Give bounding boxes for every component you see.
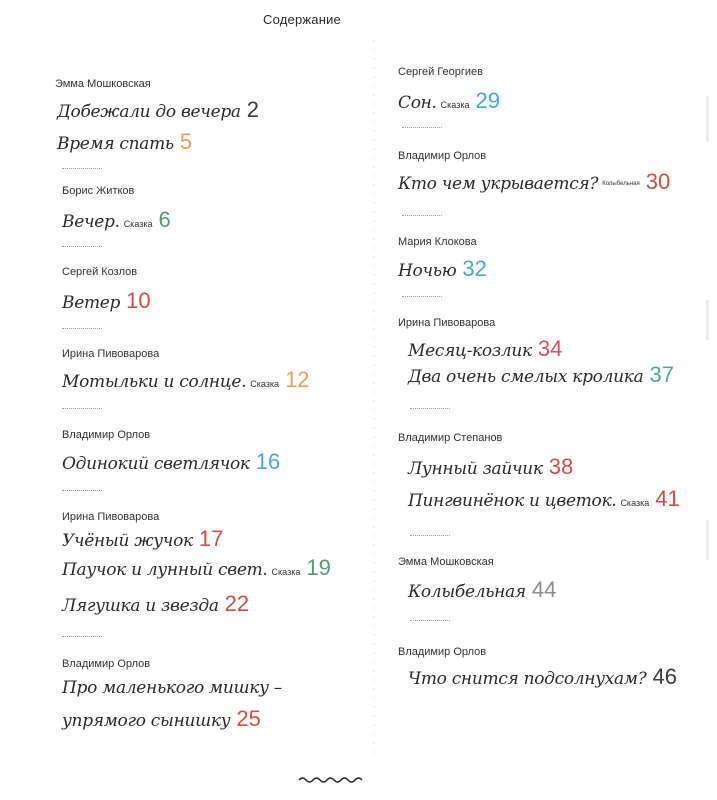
page-number: 19 xyxy=(306,555,331,580)
toc-entry[interactable] xyxy=(62,591,249,617)
section-separator xyxy=(402,296,442,297)
section-separator xyxy=(402,127,442,128)
page-number: 2 xyxy=(246,97,260,122)
toc-entry-title: Кто чем укрывается? xyxy=(398,174,599,194)
page-number: 30 xyxy=(645,169,671,194)
author-name: Владимир Степанов xyxy=(398,432,503,444)
author-name: Сергей Георгиев xyxy=(398,66,483,78)
section-separator xyxy=(410,535,450,536)
toc-entry-title: Месяц-козлик xyxy=(408,341,532,361)
section-separator xyxy=(410,408,450,409)
toc-entry[interactable] xyxy=(408,664,677,690)
toc-entry[interactable] xyxy=(62,678,282,698)
margin-mark xyxy=(706,96,709,142)
page-number: 17 xyxy=(198,526,224,551)
page-number: 38 xyxy=(548,454,574,479)
page-number: 32 xyxy=(462,256,487,281)
toc-entry-title: Пингвинёнок и цветок. xyxy=(408,491,617,511)
toc-entry-title: Ветер xyxy=(62,293,121,313)
toc-entry-title: Что снится подсолнухам? xyxy=(408,669,647,689)
genre-note: Сказка xyxy=(440,100,470,110)
toc-entry[interactable] xyxy=(408,362,674,388)
wave-ornament-icon xyxy=(298,775,364,785)
toc-entry[interactable] xyxy=(398,88,500,114)
author-name: Ирина Пивоварова xyxy=(398,317,496,329)
author-name: Владимир Орлов xyxy=(62,429,151,441)
section-separator xyxy=(62,636,102,637)
section-separator xyxy=(402,215,442,216)
toc-entry[interactable] xyxy=(62,367,310,393)
toc-entry[interactable] xyxy=(62,207,171,233)
page-number: 34 xyxy=(537,336,563,361)
toc-entry-title: Одинокий светлячок xyxy=(62,454,250,474)
author-name: Эмма Мошковская xyxy=(55,78,151,90)
toc-entry[interactable] xyxy=(57,97,259,123)
genre-note: Колыбельная xyxy=(602,181,640,187)
toc-entry-title: упрямого сынишку xyxy=(62,711,231,731)
toc-entry[interactable] xyxy=(408,486,680,512)
page-number: 44 xyxy=(531,577,557,602)
page-number: 12 xyxy=(285,367,310,392)
toc-entry[interactable] xyxy=(62,288,151,314)
author-name: Мария Клокова xyxy=(398,236,477,248)
section-separator xyxy=(62,328,102,329)
page-number: 16 xyxy=(255,449,281,474)
toc-entry[interactable] xyxy=(408,577,556,603)
toc-entry-title: Ночью xyxy=(398,261,457,281)
page-number: 41 xyxy=(655,486,680,511)
toc-entry[interactable] xyxy=(408,336,562,362)
page-number: 6 xyxy=(158,207,171,232)
page-number: 5 xyxy=(179,129,193,154)
toc-entry-title: Лягушка и звезда xyxy=(62,596,219,616)
genre-note: Сказка xyxy=(250,379,280,389)
toc-entry-title: Учёный жучок xyxy=(62,531,193,551)
genre-note: Сказка xyxy=(123,219,153,229)
page-number: 29 xyxy=(475,88,500,113)
author-name: Эмма Мошковская xyxy=(398,556,494,568)
toc-entry-title: Сон. xyxy=(398,93,437,113)
toc-entry-title: Добежали до вечера xyxy=(57,102,241,122)
toc-entry[interactable] xyxy=(62,526,223,552)
toc-entry[interactable] xyxy=(57,129,192,155)
toc-entry[interactable] xyxy=(408,454,573,480)
author-name: Борис Житков xyxy=(62,185,135,197)
author-name: Ирина Пивоварова xyxy=(62,348,160,360)
author-name: Владимир Орлов xyxy=(398,150,487,162)
toc-entry[interactable] xyxy=(398,169,670,195)
toc-entry-title: Колыбельная xyxy=(408,582,526,602)
toc-entry[interactable] xyxy=(62,555,331,581)
toc-entry[interactable] xyxy=(62,706,261,732)
page-title: Содержание xyxy=(263,12,341,27)
toc-entry-title: Про маленького мишку – xyxy=(62,678,282,698)
section-separator xyxy=(62,246,102,247)
margin-mark xyxy=(706,300,709,340)
toc-entry-title: Лунный зайчик xyxy=(408,459,543,479)
section-separator xyxy=(62,408,102,409)
page-number: 37 xyxy=(649,362,674,387)
margin-mark xyxy=(706,520,709,560)
toc-entry-title: Время спать xyxy=(57,134,174,154)
toc-entry-title: Мотыльки и солнце. xyxy=(62,372,247,392)
page-number: 46 xyxy=(652,664,677,689)
genre-note: Сказка xyxy=(620,498,650,508)
genre-note: Сказка xyxy=(271,567,301,577)
author-name: Ирина Пивоварова xyxy=(62,511,160,523)
toc-entry[interactable] xyxy=(62,449,280,475)
gutter-dots xyxy=(373,40,375,760)
toc-entry-title: Два очень смелых кролика xyxy=(408,367,644,387)
toc-entry-title: Вечер. xyxy=(62,212,120,232)
toc-entry[interactable] xyxy=(398,256,487,282)
author-name: Сергей Козлов xyxy=(62,266,138,278)
author-name: Владимир Орлов xyxy=(62,658,151,670)
section-separator xyxy=(410,620,450,621)
section-separator xyxy=(62,490,102,491)
toc-entry-title: Паучок и лунный свет. xyxy=(62,560,268,580)
page-number: 22 xyxy=(224,591,250,616)
page-number: 10 xyxy=(126,288,151,313)
author-name: Владимир Орлов xyxy=(398,646,487,658)
page-number: 25 xyxy=(236,706,261,731)
section-separator xyxy=(62,168,102,169)
